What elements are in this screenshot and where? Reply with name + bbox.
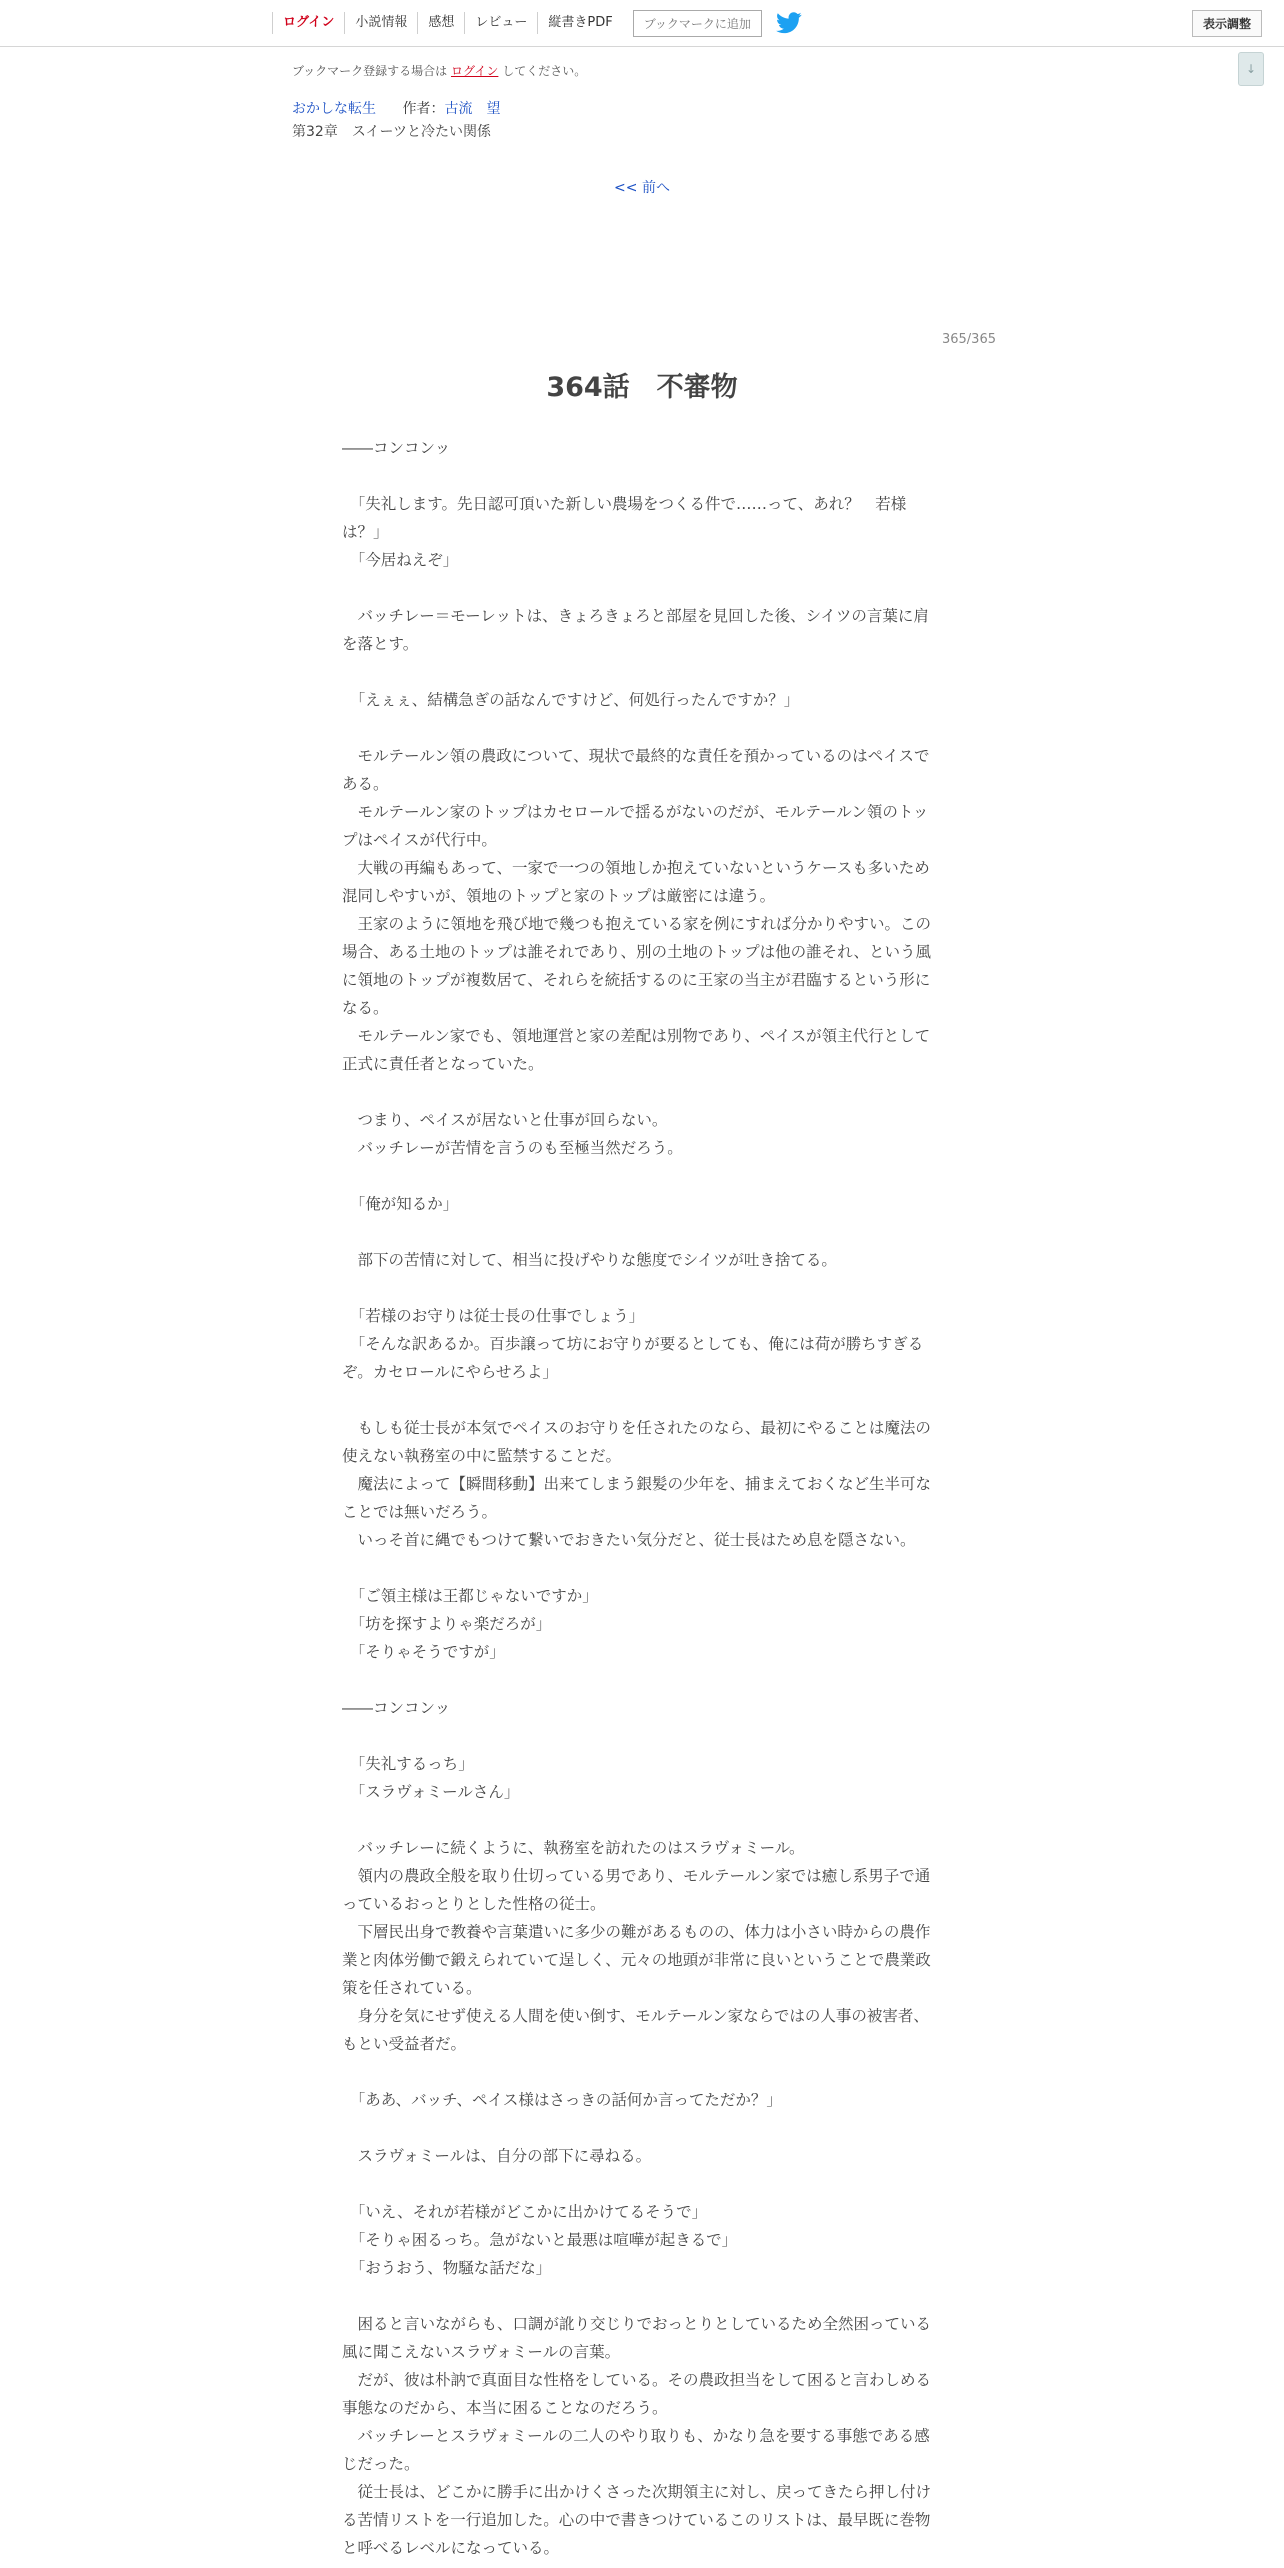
body-paragraph: [342, 1806, 936, 1834]
nav-novel-info[interactable]: 小説情報: [344, 12, 417, 34]
display-settings-button[interactable]: 表示調整: [1192, 10, 1262, 37]
page-count: 365/365: [941, 332, 996, 347]
novel-body: [342, 434, 936, 2562]
body-paragraph: 魔法によって【瞬間移動】出来てしまう銀髪の少年を、捕まえておくなど生半可なことでは無いだろう。: [342, 1475, 932, 1521]
body-paragraph: つまり、ペイスが居ないと仕事が回らない。: [342, 1111, 668, 1129]
body-paragraph: 部下の苦情に対して、相当に投げやりな態度でシイツが吐き捨てる。: [342, 1251, 837, 1269]
body-paragraph: [342, 462, 936, 490]
body-paragraph: [342, 1386, 936, 1414]
body-paragraph: ――コンコンッ: [342, 439, 451, 457]
body-paragraph: [342, 1554, 936, 1582]
nav-review[interactable]: レビュー: [464, 12, 537, 34]
body-paragraph: 「そりゃ困るっち。急がないと最悪は喧嘩が起きるで」: [342, 2231, 738, 2249]
body-paragraph: 従士長は、どこかに勝手に出かけくさった次期領主に対し、戻ってきたら押し付ける苦情リストを一行追加した。心の中で書きつけているこのリストは、最早既に巻物と呼べるレベルになっている。: [342, 2483, 932, 2557]
bookmark-login-note: [292, 62, 586, 79]
body-paragraph: スラヴォミールは、自分の部下に尋ねる。: [342, 2147, 652, 2165]
body-paragraph: 「失礼します。先日認可頂いた新しい農場をつくる件で……って、あれ？ 若様は？」: [342, 495, 907, 541]
body-paragraph: バッチレー＝モーレットは、きょろきょろと部屋を見回した後、シイツの言葉に肩を落とす。: [342, 607, 929, 653]
body-paragraph: 「坊を探すよりゃ楽だろが」: [342, 1615, 552, 1633]
body-paragraph: 「失礼するっち」: [342, 1755, 474, 1773]
novel-title-link[interactable]: おかしな転生: [292, 101, 376, 117]
add-bookmark-button[interactable]: ブックマークに追加: [633, 10, 762, 37]
episode-title: 364話 不審物: [546, 372, 738, 403]
header-nav: [272, 0, 802, 46]
body-paragraph: もしも従士長が本気でペイスのお守りを任されたのなら、最初にやることは魔法の使えない執務室の中に監禁することだ。: [342, 1419, 931, 1465]
body-paragraph: 身分を気にせず使える人間を使い倒す、モルテールン家ならではの人事の被害者、もとい受益者だ。: [342, 2007, 929, 2053]
body-paragraph: [342, 1722, 936, 1750]
scroll-down-button[interactable]: ↓: [1238, 52, 1264, 86]
body-paragraph: だが、彼は朴訥で真面目な性格をしている。その農政担当をして困ると言わしめる事態なのだから、本当に困ることなのだろう。: [342, 2371, 932, 2417]
body-paragraph: [342, 2170, 936, 2198]
author-link[interactable]: 古流 望: [444, 101, 501, 117]
body-paragraph: [342, 2282, 936, 2310]
body-paragraph: モルテールン家でも、領地運営と家の差配は別物であり、ペイスが領主代行として正式に責任者となっていた。: [342, 1027, 931, 1073]
author-label: 作者：: [402, 101, 445, 117]
body-paragraph: バッチレーとスラヴォミールの二人のやり取りも、かなり急を要する事態である感じだった。: [342, 2427, 930, 2473]
nav-vertical-pdf[interactable]: 縦書きPDF: [537, 12, 622, 34]
body-paragraph: 領内の農政全般を取り仕切っている男であり、モルテールン家では癒し系男子で通っているおっとりとした性格の従士。: [342, 1867, 931, 1913]
site-header: [0, 0, 1284, 47]
bookmark-note-after: してください。: [498, 64, 587, 78]
body-paragraph: 「そりゃそうですが」: [342, 1643, 505, 1661]
body-paragraph: モルテールン家のトップはカセロールで揺るがないのだが、モルテールン領のトップはペイスが代行中。: [342, 803, 929, 849]
body-paragraph: [342, 1218, 936, 1246]
body-paragraph: 「俺が知るか」: [342, 1195, 459, 1213]
body-paragraph: [342, 2058, 936, 2086]
body-paragraph: 王家のように領地を飛び地で幾つも抱えている家を例にすれば分かりやすい。この場合、ある土地のトップは誰それであり、別の土地のトップは他の誰それ、という風に領地のトップが複数居て、それらを統括するのに王家の当主が君臨するという形になる。: [342, 915, 932, 1017]
body-paragraph: 「いえ、それが若様がどこかに出かけてるそうで」: [342, 2203, 708, 2221]
body-paragraph: [342, 714, 936, 742]
chapter-title: 第32章 スイーツと冷たい関係: [292, 124, 491, 140]
body-paragraph: バッチレーに続くように、執務室を訪れたのはスラヴォミール。: [342, 1839, 805, 1857]
body-paragraph: [342, 574, 936, 602]
twitter-icon[interactable]: [776, 12, 802, 34]
body-paragraph: [342, 2114, 936, 2142]
nav-impressions[interactable]: 感想: [417, 12, 464, 34]
body-paragraph: 「今居ねえぞ」: [342, 551, 459, 569]
body-paragraph: 下層民出身で教養や言葉遣いに多少の難があるものの、体力は小さい時からの農作業と肉体労働で鍛えられていて逞しく、元々の地頭が非常に良いということで農業政策を任されている。: [342, 1923, 931, 1997]
body-paragraph: 「そんな訳あるか。百歩譲って坊にお守りが要るとしても、俺には荷が勝ちすぎるぞ。カセロールにやらせろよ」: [342, 1335, 924, 1381]
body-paragraph: モルテールン領の農政について、現状で最終的な責任を預かっているのはペイスである。: [342, 747, 930, 793]
body-paragraph: 困ると言いながらも、口調が訛り交じりでおっとりとしているため全然困っている風に聞こえないスラヴォミールの言葉。: [342, 2315, 932, 2361]
body-paragraph: 「ああ、バッチ、ペイス様はさっきの話何か言ってただか？」: [342, 2091, 782, 2109]
nav-login[interactable]: ログイン: [272, 12, 344, 34]
body-paragraph: 「若様のお守りは従士長の仕事でしょう」: [342, 1307, 645, 1325]
bookmark-login-link[interactable]: ログイン: [450, 64, 499, 78]
body-paragraph: [342, 1162, 936, 1190]
body-paragraph: [342, 1666, 936, 1694]
body-paragraph: 「ご領主様は王都じゃないですか」: [342, 1587, 598, 1605]
body-paragraph: 「えぇぇ、結構急ぎの話なんですけど、何処行ったんですか？」: [342, 691, 800, 709]
body-paragraph: 大戦の再編もあって、一家で一つの領地しか抱えていないというケースも多いため混同しやすいが、領地のトップと家のトップは厳密には違う。: [342, 859, 930, 905]
prev-page-link[interactable]: << 前へ: [614, 180, 670, 196]
body-paragraph: バッチレーが苦情を言うのも至極当然だろう。: [342, 1139, 683, 1157]
body-paragraph: [342, 658, 936, 686]
body-paragraph: いっそ首に縄でもつけて繋いでおきたい気分だと、従士長はため息を隠さない。: [342, 1531, 916, 1549]
novel-info-line: [292, 98, 500, 118]
body-paragraph: ――コンコンッ: [342, 1699, 451, 1717]
bookmark-note-before: ブックマーク登録する場合は: [292, 64, 451, 78]
body-paragraph: [342, 1078, 936, 1106]
body-paragraph: [342, 1274, 936, 1302]
body-paragraph: 「おうおう、物騒な話だな」: [342, 2259, 552, 2277]
body-paragraph: 「スラヴォミールさん」: [342, 1783, 520, 1801]
